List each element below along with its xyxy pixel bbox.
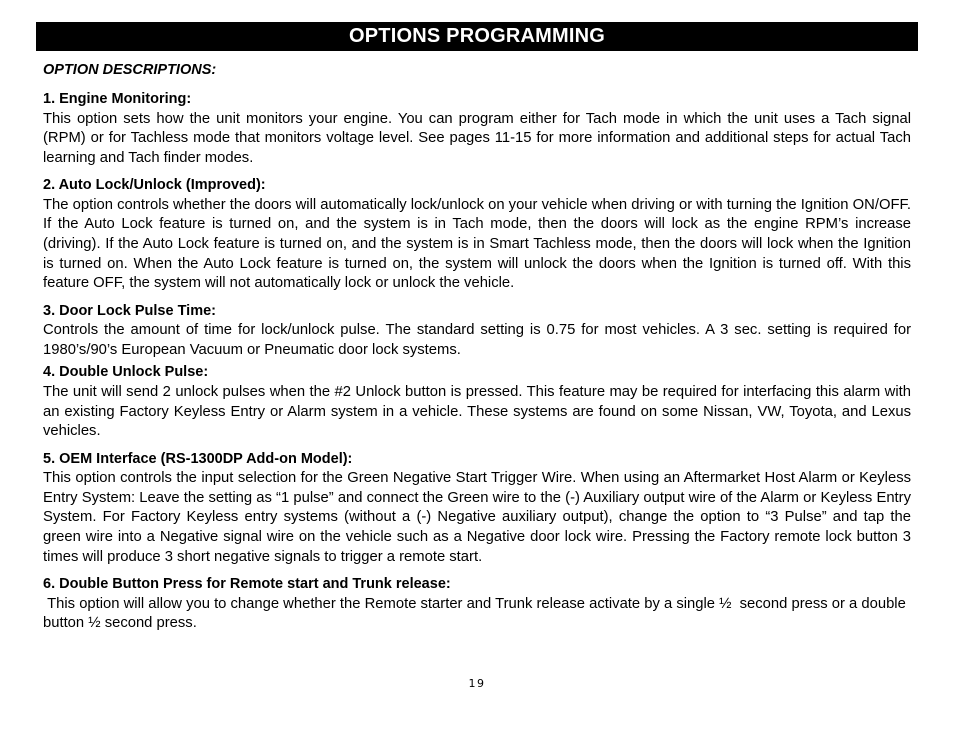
- option-description: This option controls the input selection for the Green Negative Start Trigger Wire. When using an Aftermarket Host Alarm or Keyless Entry System: Leave the setting as “1 pulse” and connect the Green wire to the (-) Auxiliary output wire of the Alarm or Keyless Entry System. For Factory Keyless entry systems (without a (-) Negative auxiliary output), change the option to “3 Pulse” and tap the green wire into a Negative signal wire on the vehicle such as a Negative door lock wire. Pressing the Factory remote lock button 3 times will produce 3 short negative signals to trigger a remote start.: [43, 470, 911, 565]
- page-title: OPTIONS PROGRAMMING: [348, 25, 606, 47]
- option-description: This option sets how the unit monitors your engine. You can program either for Tach mode in which the unit uses a Tach signal (RPM) or for Tachless mode that monitors voltage level. See pages 11-15 for more information and additional steps for actual Tach learning and Tach finder modes.: [43, 110, 911, 166]
- page-title-bar: [36, 22, 918, 51]
- option-double-button-press: [43, 575, 911, 634]
- page-number: 19: [468, 677, 486, 690]
- option-description: This option will allow you to change whether the Remote starter and Trunk release activate by a single ½ second press or a double button ½ second press.: [43, 595, 910, 632]
- option-double-unlock-pulse: [43, 363, 911, 441]
- section-label: OPTION DESCRIPTIONS:: [43, 62, 217, 78]
- option-description: The option controls whether the doors will automatically lock/unlock on your vehicle when driving or with turning the Ignition ON/OFF. If the Auto Lock feature is turned on, and the system is in Tach mode, then the doors will lock as the engine RPM’s increase (driving). If the Auto Lock feature is turned on, and the system is in Smart Tachless mode, then the doors will lock when the Ignition is turned on. When the Auto Lock feature is turned on, the system will unlock the doors when the Ignition is turned off. With this feature OFF, the system will not automatically lock or unlock the vehicle.: [43, 196, 911, 292]
- option-door-lock-pulse-time: [43, 302, 911, 361]
- document-content: [43, 60, 911, 634]
- option-heading: 5. OEM Interface (RS-1300DP Add-on Model):: [43, 450, 353, 467]
- option-heading: 6. Double Button Press for Remote start and Trunk release:: [43, 576, 451, 593]
- option-heading: 3. Door Lock Pulse Time:: [43, 302, 216, 319]
- option-heading: 2. Auto Lock/Unlock (Improved):: [43, 177, 266, 194]
- option-heading: 4. Double Unlock Pulse:: [43, 364, 209, 381]
- option-auto-lock-unlock: [43, 176, 911, 293]
- option-oem-interface: [43, 450, 911, 567]
- option-description: The unit will send 2 unlock pulses when the #2 Unlock button is pressed. This feature may be required for interfacing this alarm with an existing Factory Keyless Entry or Alarm system in a vehicle. These systems are found on some Nissan, VW, Toyota, and Lexus vehicles.: [43, 383, 911, 440]
- option-heading: 1. Engine Monitoring:: [43, 91, 192, 107]
- option-engine-monitoring: [43, 90, 911, 168]
- option-description: Controls the amount of time for lock/unlock pulse. The standard setting is 0.75 for most vehicles. A 3 sec. setting is required for 1980’s/90’s European Vacuum or Pneumatic door lock systems.: [43, 322, 911, 358]
